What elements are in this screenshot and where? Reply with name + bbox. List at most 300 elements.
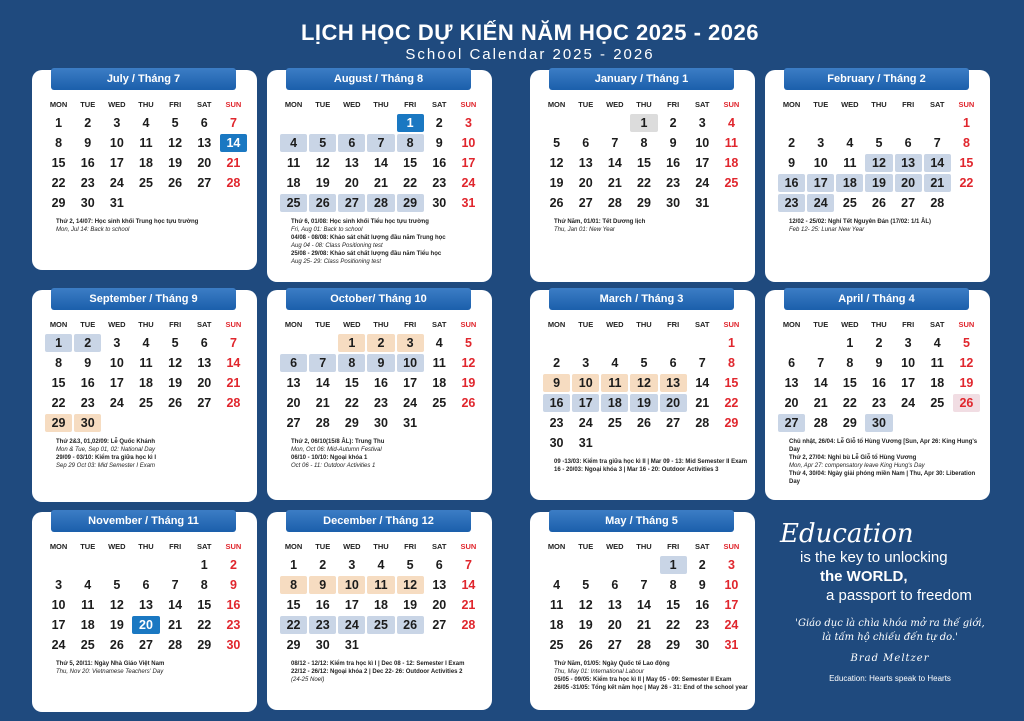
day-cell: 4: [84, 578, 92, 592]
day-cell: 9: [875, 356, 883, 370]
day-cell: 25: [280, 194, 307, 212]
day-cell: 13: [344, 156, 359, 170]
day-cell: 4: [933, 336, 941, 350]
day-cell: 29: [344, 416, 359, 430]
weekday-label: TUE: [578, 542, 594, 551]
day-cell: 8: [669, 578, 677, 592]
month-notes: [554, 218, 749, 234]
day-cell: 1: [55, 116, 63, 130]
day-cell: 7: [171, 578, 179, 592]
day-cell: 1: [630, 114, 657, 132]
day-cell: 19: [403, 598, 418, 612]
day-cell: 10: [338, 576, 365, 594]
day-cell: 19: [549, 176, 564, 190]
day-cell: 26: [637, 416, 651, 430]
weekday-label: FRI: [667, 100, 680, 109]
weekday-label: TUE: [80, 100, 96, 109]
day-cell: 20: [895, 174, 922, 192]
day-cell: 4: [727, 116, 735, 130]
day-cell: 12: [168, 356, 183, 370]
day-cell: 5: [962, 336, 970, 350]
day-cell: 4: [377, 558, 385, 572]
empty-cell: [132, 556, 159, 574]
day-cell: 29: [397, 194, 424, 212]
day-cell: 8: [200, 578, 208, 592]
weekday-label: SUN: [225, 320, 242, 329]
weekday-label: SAT: [197, 100, 212, 109]
month-notes: [291, 218, 486, 266]
day-cell: 12: [109, 598, 124, 612]
weekday-label: THU: [871, 320, 887, 329]
day-cell: 25: [842, 196, 857, 210]
month-card: [267, 512, 492, 710]
day-cell: 18: [139, 156, 153, 170]
weekday-label: MON: [49, 542, 68, 551]
day-cell: 24: [578, 416, 593, 430]
day-cell: 30: [80, 196, 95, 210]
note-line: 26/05 -31/05: Tổng kết năm học | May 26 - 31: End of the school year: [554, 685, 748, 691]
day-cell: 27: [666, 416, 681, 430]
empty-cell: [74, 556, 101, 574]
weekday-label: TUE: [315, 100, 331, 109]
day-cell: 2: [553, 356, 561, 370]
day-cell: 18: [286, 176, 301, 190]
day-cell: 21: [813, 396, 828, 410]
day-cell: 27: [432, 618, 447, 632]
day-cell: 14: [315, 376, 330, 390]
day-cell: 1: [397, 114, 424, 132]
day-cell: 7: [640, 578, 648, 592]
day-cell: 23: [695, 618, 710, 632]
day-cell: 10: [724, 578, 739, 592]
day-cell: 1: [727, 336, 735, 350]
day-cell: 5: [875, 136, 883, 150]
day-cell: 15: [637, 156, 651, 170]
weekday-label: FRI: [169, 542, 182, 551]
day-cell: 28: [168, 638, 183, 652]
day-cell: 8: [727, 356, 735, 370]
day-cell: 18: [836, 174, 863, 192]
day-cell: 29: [842, 416, 857, 430]
day-cell: 3: [113, 116, 121, 130]
day-cell: 31: [344, 638, 359, 652]
day-cell: 18: [601, 394, 628, 412]
month-title: November / Tháng 11: [51, 510, 236, 532]
day-cell: 20: [132, 616, 159, 634]
month-notes: [789, 438, 984, 486]
empty-cell: [601, 556, 628, 574]
note-line: Thứ 2, 14/07: Học sinh khối Trung học tựu trường: [56, 219, 199, 225]
day-cell: 17: [572, 394, 599, 412]
month-title: December / Tháng 12: [286, 510, 471, 532]
day-cell: 15: [344, 376, 359, 390]
day-cell: 11: [81, 598, 95, 612]
day-cell: 17: [344, 598, 359, 612]
day-cell: 23: [666, 176, 681, 190]
day-cell: 11: [601, 374, 628, 392]
weekday-label: SAT: [930, 100, 945, 109]
day-cell: 18: [80, 618, 95, 632]
day-cell: 16: [695, 598, 710, 612]
day-cell: 3: [348, 558, 356, 572]
month-card: [530, 290, 755, 500]
day-cell: 3: [727, 558, 735, 572]
day-cell: 27: [607, 638, 622, 652]
day-cell: 13: [578, 156, 593, 170]
weekday-label: TUE: [315, 320, 331, 329]
day-cell: 17: [51, 618, 66, 632]
empty-cell: [895, 114, 922, 132]
day-cell: 29: [724, 416, 739, 430]
day-cell: 19: [630, 394, 657, 412]
day-cell: 29: [637, 196, 651, 210]
day-cell: 3: [113, 336, 121, 350]
note-line: 29/09 - 03/10: Kiểm tra giữa học kì I: [56, 455, 157, 461]
weekday-label: THU: [138, 542, 154, 551]
month-notes: [56, 660, 251, 676]
weekday-label: SAT: [432, 542, 447, 551]
day-cell: 22: [51, 176, 66, 190]
day-cell: 2: [84, 116, 92, 130]
day-cell: 4: [553, 578, 561, 592]
day-cell: 24: [461, 176, 476, 190]
empty-cell: [630, 334, 657, 352]
day-cell: 21: [461, 598, 476, 612]
day-cell: 8: [962, 136, 970, 150]
day-cell: 16: [80, 376, 95, 390]
note-line: 06/10 - 10/10: Ngoại khóa 1: [291, 455, 368, 461]
day-cell: 22: [344, 396, 359, 410]
day-cell: 11: [286, 156, 301, 170]
weekday-label: FRI: [902, 320, 915, 329]
day-cell: 26: [578, 638, 593, 652]
day-cell: 14: [924, 154, 951, 172]
quote-line-4: a passport to freedom: [826, 587, 972, 604]
day-cell: 25: [139, 176, 153, 190]
note-line: 12/02 - 25/02: Nghỉ Tết Nguyên Đán (17/02: 1/1 ÂL): [789, 219, 932, 225]
day-cell: 5: [553, 136, 561, 150]
day-cell: 20: [784, 396, 799, 410]
day-cell: 26: [549, 196, 564, 210]
empty-cell: [572, 114, 599, 132]
day-cell: 5: [464, 336, 472, 350]
quote-author: Brad Meltzer: [850, 653, 930, 664]
day-cell: 27: [578, 196, 593, 210]
day-cell: 13: [784, 376, 799, 390]
day-cell: 24: [109, 396, 124, 410]
weekday-label: SAT: [695, 320, 710, 329]
weekday-label: THU: [636, 100, 652, 109]
empty-cell: [543, 114, 570, 132]
day-cell: 22: [403, 176, 418, 190]
day-cell: 6: [338, 134, 365, 152]
day-cell: 31: [695, 196, 710, 210]
day-cell: 27: [139, 638, 153, 652]
month-notes: [56, 438, 251, 470]
page-title: LỊCH HỌC DỰ KIẾN NĂM HỌC 2025 - 2026: [300, 20, 759, 45]
month-title: August / Tháng 8: [286, 68, 471, 90]
day-cell: 8: [640, 136, 648, 150]
day-cell: 3: [904, 336, 912, 350]
weekday-label: SAT: [432, 320, 447, 329]
day-cell: 9: [698, 578, 706, 592]
day-cell: 6: [280, 354, 307, 372]
day-cell: 17: [403, 376, 418, 390]
day-cell: 13: [607, 598, 622, 612]
empty-cell: [924, 114, 951, 132]
weekday-label: FRI: [169, 320, 182, 329]
day-cell: 23: [80, 396, 95, 410]
day-cell: 27: [338, 194, 365, 212]
day-cell: 8: [55, 136, 63, 150]
day-cell: 27: [901, 196, 916, 210]
day-cell: 24: [338, 616, 365, 634]
day-cell: 11: [367, 576, 394, 594]
day-cell: 21: [226, 376, 241, 390]
note-line-en: Mon, Apr 27: compensatory leave King Hung's Day: [789, 463, 925, 469]
weekday-label: SUN: [723, 542, 740, 551]
day-cell: 10: [901, 356, 916, 370]
day-cell: 16: [432, 156, 447, 170]
day-cell: 28: [367, 194, 394, 212]
day-cell: 22: [197, 618, 212, 632]
day-cell: 23: [226, 618, 241, 632]
weekday-label: FRI: [169, 100, 182, 109]
empty-cell: [778, 114, 805, 132]
empty-cell: [572, 556, 599, 574]
month-notes: [56, 218, 251, 234]
weekday-label: SAT: [197, 542, 212, 551]
month-title: May / Tháng 5: [549, 510, 734, 532]
day-cell: 2: [698, 558, 706, 572]
day-cell: 12: [630, 374, 657, 392]
day-cell: 18: [930, 376, 945, 390]
day-cell: 22: [51, 396, 66, 410]
day-cell: 9: [669, 136, 677, 150]
day-cell: 31: [578, 436, 593, 450]
day-cell: 12: [168, 136, 183, 150]
day-cell: 20: [432, 598, 447, 612]
day-cell: 19: [461, 376, 476, 390]
day-cell: 8: [55, 356, 63, 370]
day-cell: 20: [197, 156, 212, 170]
note-line: Chủ nhật, 26/04: Lễ Giỗ tổ Hùng Vương [Sun, Apr 26: King Hung's Day: [789, 439, 978, 453]
day-cell: 17: [807, 174, 834, 192]
day-cell: 31: [403, 416, 418, 430]
day-cell: 7: [817, 356, 825, 370]
weekday-label: TUE: [80, 542, 96, 551]
note-line: Thứ Năm, 01/05: Ngày Quốc tế Lao động: [554, 661, 670, 667]
day-cell: 16: [543, 394, 570, 412]
day-cell: 23: [872, 396, 886, 410]
day-cell: 22: [842, 396, 857, 410]
day-cell: 16: [374, 376, 388, 390]
day-cell: 25: [139, 396, 153, 410]
note-line: 22/12 - 26/12: Ngoại khóa 2 | Dec 22- 26: Outdoor Activities 2: [291, 669, 463, 675]
empty-cell: [601, 334, 628, 352]
day-cell: 25: [549, 638, 564, 652]
day-cell: 20: [344, 176, 359, 190]
empty-cell: [807, 334, 834, 352]
day-cell: 21: [315, 396, 330, 410]
day-cell: 13: [895, 154, 922, 172]
day-cell: 6: [582, 136, 590, 150]
empty-cell: [162, 556, 189, 574]
day-cell: 25: [607, 416, 622, 430]
day-cell: 26: [397, 616, 424, 634]
weekday-label: SAT: [197, 320, 212, 329]
day-cell: 28: [930, 196, 945, 210]
day-cell: 16: [872, 376, 886, 390]
day-cell: 29: [45, 414, 72, 432]
day-cell: 31: [109, 196, 124, 210]
day-cell: 1: [290, 558, 298, 572]
month-title: July / Tháng 7: [51, 68, 236, 90]
note-line-en: Thu, Jan 01: New Year: [554, 227, 615, 233]
note-line: Thứ 2, 27/04: Nghỉ bù Lễ Giỗ tổ Hùng Vương: [789, 455, 917, 461]
note-line-en: Sep 29 Oct 03: Mid Semester I Exam: [56, 463, 156, 469]
day-cell: 17: [109, 156, 124, 170]
day-cell: 18: [432, 376, 447, 390]
empty-cell: [103, 556, 130, 574]
day-cell: 14: [220, 134, 247, 152]
day-cell: 3: [817, 136, 825, 150]
day-cell: 4: [611, 356, 619, 370]
weekday-label: FRI: [902, 100, 915, 109]
day-cell: 11: [432, 356, 446, 370]
note-line: 04/08 - 08/08: Khảo sát chất lượng đầu năm Trung học: [291, 235, 446, 241]
day-cell: 24: [51, 638, 66, 652]
day-cell: 17: [901, 376, 916, 390]
day-cell: 23: [432, 176, 447, 190]
day-cell: 10: [813, 156, 828, 170]
weekday-label: MON: [284, 542, 303, 551]
day-cell: 16: [315, 598, 330, 612]
weekday-label: WED: [606, 100, 624, 109]
day-cell: 10: [572, 374, 599, 392]
weekday-label: WED: [343, 100, 361, 109]
day-cell: 20: [197, 376, 212, 390]
day-cell: 23: [80, 176, 95, 190]
day-cell: 2: [229, 558, 237, 572]
day-cell: 5: [582, 578, 590, 592]
note-line: 05/05 - 09/05: Kiểm tra học kì II | May 05 - 09: Semester II Exam: [554, 677, 732, 683]
note-line-en: Fri, Aug 01: Back to school: [291, 227, 363, 233]
day-cell: 9: [84, 356, 92, 370]
day-cell: 31: [724, 638, 739, 652]
quote-line-3: the WORLD,: [820, 568, 908, 585]
weekday-label: TUE: [813, 320, 829, 329]
day-cell: 28: [226, 176, 241, 190]
day-cell: 30: [315, 638, 330, 652]
day-cell: 16: [226, 598, 241, 612]
day-cell: 20: [578, 176, 593, 190]
day-cell: 7: [229, 336, 237, 350]
weekday-label: FRI: [667, 542, 680, 551]
day-cell: 25: [930, 396, 945, 410]
day-cell: 14: [813, 376, 828, 390]
day-cell: 5: [640, 356, 648, 370]
weekday-label: WED: [841, 320, 859, 329]
day-cell: 22: [959, 176, 974, 190]
day-cell: 2: [435, 116, 443, 130]
weekday-label: WED: [108, 320, 126, 329]
day-cell: 26: [461, 396, 476, 410]
weekday-label: FRI: [667, 320, 680, 329]
day-cell: 6: [200, 116, 208, 130]
day-cell: 16: [778, 174, 805, 192]
day-cell: 25: [367, 616, 394, 634]
month-card: [765, 70, 990, 282]
day-cell: 24: [901, 396, 916, 410]
month-title: October/ Tháng 10: [286, 288, 471, 310]
month-card: [530, 512, 755, 710]
day-cell: 1: [660, 556, 687, 574]
day-cell: 1: [962, 116, 970, 130]
day-cell: 4: [435, 336, 443, 350]
weekday-label: TUE: [80, 320, 96, 329]
weekday-label: SUN: [958, 320, 975, 329]
day-cell: 8: [846, 356, 854, 370]
day-cell: 15: [286, 598, 301, 612]
day-cell: 7: [933, 136, 941, 150]
month-card: [32, 512, 257, 712]
day-cell: 7: [309, 354, 336, 372]
day-cell: 14: [695, 376, 710, 390]
empty-cell: [836, 114, 863, 132]
weekday-label: SUN: [460, 542, 477, 551]
day-cell: 4: [142, 116, 150, 130]
weekday-label: MON: [782, 100, 801, 109]
empty-cell: [367, 114, 394, 132]
empty-cell: [280, 334, 307, 352]
weekday-label: WED: [841, 100, 859, 109]
weekday-label: MON: [547, 320, 566, 329]
day-cell: 18: [724, 156, 739, 170]
day-cell: 7: [229, 116, 237, 130]
day-cell: 23: [778, 194, 805, 212]
note-line-en: Mon, Jul 14: Back to school: [56, 227, 130, 233]
day-cell: 11: [930, 356, 944, 370]
note-line: 25/08 - 29/08: Khảo sát chất lượng đầu năm Tiểu học: [291, 251, 442, 257]
day-cell: 9: [435, 136, 443, 150]
day-cell: 2: [74, 334, 101, 352]
note-line: Thứ Năm, 01/01: Tết Dương lịch: [554, 219, 646, 225]
day-cell: 27: [778, 414, 805, 432]
day-cell: 12: [397, 576, 424, 594]
day-cell: 6: [142, 578, 150, 592]
day-cell: 17: [695, 156, 710, 170]
month-notes: [554, 458, 749, 474]
day-cell: 9: [229, 578, 237, 592]
day-cell: 18: [374, 598, 388, 612]
empty-cell: [543, 334, 570, 352]
day-cell: 16: [80, 156, 95, 170]
empty-cell: [601, 114, 628, 132]
note-line-en: (24-25 Noel): [291, 677, 325, 683]
day-cell: 15: [51, 156, 66, 170]
day-cell: 30: [74, 414, 101, 432]
day-cell: 23: [309, 616, 336, 634]
month-card: [267, 290, 492, 500]
day-cell: 2: [875, 336, 883, 350]
day-cell: 19: [109, 618, 124, 632]
empty-cell: [280, 114, 307, 132]
day-cell: 21: [607, 176, 622, 190]
day-cell: 7: [698, 356, 706, 370]
day-cell: 11: [724, 136, 739, 150]
day-cell: 21: [226, 156, 241, 170]
